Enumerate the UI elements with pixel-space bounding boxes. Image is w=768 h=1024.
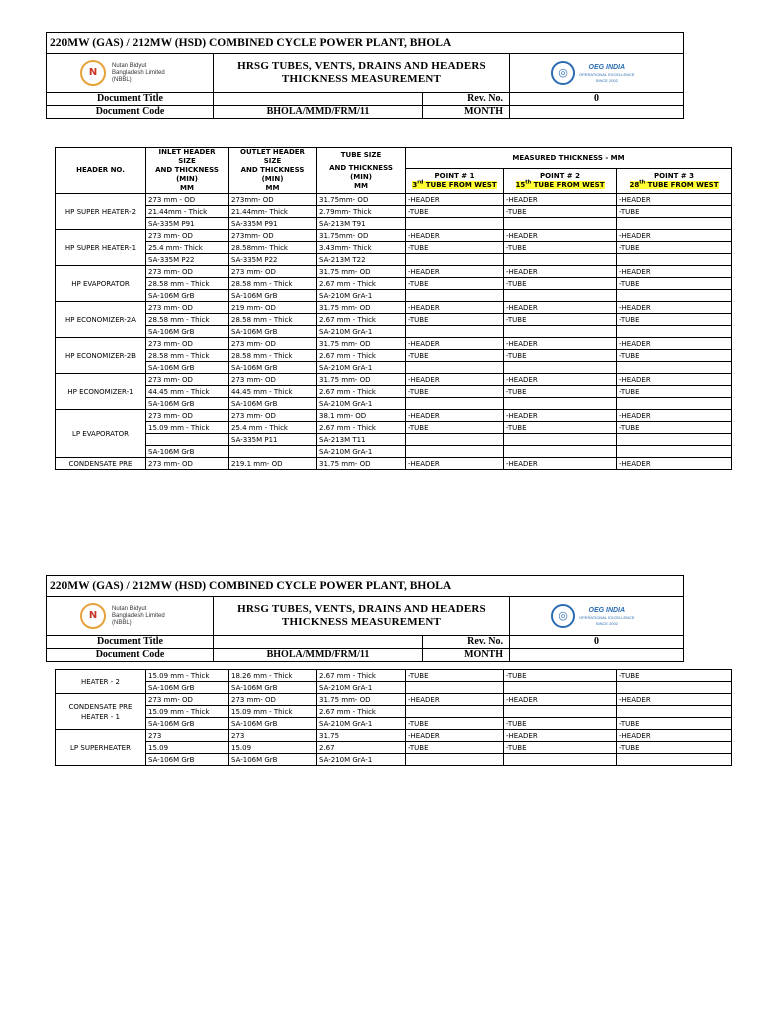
cell-inlet bbox=[146, 434, 229, 446]
cell-point-2 bbox=[504, 446, 617, 458]
col-tube-size: TUBE SIZE AND THICKNESS (MIN) MM bbox=[317, 148, 406, 194]
cell-tube: 31.75 mm- OD bbox=[317, 458, 406, 470]
cell-point-2 bbox=[504, 326, 617, 338]
cell-outlet: 15.09 mm - Thick bbox=[229, 706, 317, 718]
cell-point-1: -TUBE bbox=[406, 314, 504, 326]
cell-point-3: -TUBE bbox=[617, 422, 732, 434]
cell-point-2: -TUBE bbox=[504, 386, 617, 398]
cell-inlet: 15.09 mm - Thick bbox=[146, 422, 229, 434]
cell-point-3 bbox=[617, 434, 732, 446]
nbbl-logo-text: Nutan Bidyut Bangladesh Limited (NBBL) bbox=[112, 62, 165, 83]
cell-outlet: 21.44mm- Thick bbox=[229, 206, 317, 218]
cell-tube: 31.75 mm- OD bbox=[317, 266, 406, 278]
table-row bbox=[56, 194, 732, 206]
table-row bbox=[56, 254, 732, 266]
table-row bbox=[56, 206, 732, 218]
cell-header-name: HP ECONOMIZER-2B bbox=[56, 338, 146, 374]
cell-point-1 bbox=[406, 682, 504, 694]
cell-point-3: -TUBE bbox=[617, 386, 732, 398]
cell-tube: 31.75mm- OD bbox=[317, 230, 406, 242]
cell-inlet: SA-106M GrB bbox=[146, 362, 229, 374]
cell-outlet: 25.4 mm - Thick bbox=[229, 422, 317, 434]
cell-point-2 bbox=[504, 434, 617, 446]
cell-tube: 31.75 mm- OD bbox=[317, 694, 406, 706]
cell-point-1: -HEADER bbox=[406, 694, 504, 706]
rev-label: Rev. No. bbox=[423, 636, 510, 649]
form-title: HRSG TUBES, VENTS, DRAINS AND HEADERS THICKNESS MEASUREMENT bbox=[214, 597, 510, 636]
cell-point-2: -TUBE bbox=[504, 350, 617, 362]
cell-tube: SA-210M GrA-1 bbox=[317, 718, 406, 730]
cell-inlet: 273 mm- OD bbox=[146, 458, 229, 470]
table-row bbox=[56, 218, 732, 230]
cell-outlet: 219.1 mm- OD bbox=[229, 458, 317, 470]
cell-inlet: 15.09 mm - Thick bbox=[146, 670, 229, 682]
table-row bbox=[56, 730, 732, 742]
cell-point-2: -HEADER bbox=[504, 694, 617, 706]
cell-outlet: SA-106M GrB bbox=[229, 682, 317, 694]
cell-outlet: 273 mm- OD bbox=[229, 374, 317, 386]
cell-point-3 bbox=[617, 446, 732, 458]
table-row bbox=[56, 350, 732, 362]
cell-inlet: 15.09 mm - Thick bbox=[146, 706, 229, 718]
cell-point-3: -TUBE bbox=[617, 242, 732, 254]
cell-point-2 bbox=[504, 682, 617, 694]
cell-point-2: -HEADER bbox=[504, 266, 617, 278]
cell-inlet: SA-106M GrB bbox=[146, 326, 229, 338]
cell-inlet: SA-106M GrB bbox=[146, 718, 229, 730]
oeg-logo-cell bbox=[510, 597, 684, 636]
cell-point-2: -TUBE bbox=[504, 742, 617, 754]
cell-point-3: -HEADER bbox=[617, 694, 732, 706]
cell-point-1: -TUBE bbox=[406, 670, 504, 682]
cell-point-2: -TUBE bbox=[504, 718, 617, 730]
cell-point-3 bbox=[617, 326, 732, 338]
cell-point-1: -TUBE bbox=[406, 350, 504, 362]
cell-point-2: -HEADER bbox=[504, 410, 617, 422]
cell-outlet: SA-106M GrB bbox=[229, 290, 317, 302]
table-row bbox=[56, 386, 732, 398]
plant-title: 220MW (GAS) / 212MW (HSD) COMBINED CYCLE POWER PLANT, BHOLA bbox=[47, 33, 684, 54]
cell-point-3: -HEADER bbox=[617, 266, 732, 278]
cell-inlet: SA-335M P22 bbox=[146, 254, 229, 266]
table-row bbox=[56, 694, 732, 706]
cell-inlet: 273 mm- OD bbox=[146, 230, 229, 242]
cell-tube: 3.43mm- Thick bbox=[317, 242, 406, 254]
nbbl-logo-icon: N bbox=[80, 60, 106, 86]
table-row bbox=[56, 754, 732, 766]
month-value bbox=[510, 106, 684, 119]
oeg-logo-cell bbox=[510, 54, 684, 93]
cell-inlet: 273 mm- OD bbox=[146, 302, 229, 314]
table-row bbox=[56, 230, 732, 242]
cell-outlet: 219 mm- OD bbox=[229, 302, 317, 314]
table-row bbox=[56, 446, 732, 458]
thickness-table-1 bbox=[55, 147, 732, 470]
cell-header-name: CONDENSATE PRE bbox=[56, 458, 146, 470]
cell-point-2 bbox=[504, 218, 617, 230]
cell-point-1: -HEADER bbox=[406, 338, 504, 350]
table-row bbox=[56, 458, 732, 470]
cell-outlet: 28.58 mm - Thick bbox=[229, 314, 317, 326]
cell-outlet: 273 mm- OD bbox=[229, 410, 317, 422]
table-row bbox=[56, 266, 732, 278]
cell-outlet: 273 bbox=[229, 730, 317, 742]
cell-point-3: -HEADER bbox=[617, 194, 732, 206]
cell-point-2: -TUBE bbox=[504, 422, 617, 434]
cell-point-3: -HEADER bbox=[617, 730, 732, 742]
table-row bbox=[56, 242, 732, 254]
cell-inlet: 273 mm- OD bbox=[146, 374, 229, 386]
cell-point-3: -HEADER bbox=[617, 302, 732, 314]
form-header-1 bbox=[46, 32, 684, 119]
col-measured-thickness: MEASURED THICKNESS - MM bbox=[406, 148, 732, 169]
cell-point-1: -HEADER bbox=[406, 374, 504, 386]
cell-tube: 31.75 mm- OD bbox=[317, 302, 406, 314]
table-row bbox=[56, 422, 732, 434]
plant-title: 220MW (GAS) / 212MW (HSD) COMBINED CYCLE POWER PLANT, BHOLA bbox=[47, 576, 684, 597]
cell-inlet: 273 mm - OD bbox=[146, 194, 229, 206]
cell-point-2: -HEADER bbox=[504, 730, 617, 742]
oeg-logo-text: OEG INDIA OPERATIONAL EXCELLENCE SINCE 2002 bbox=[579, 63, 635, 83]
table-row bbox=[56, 706, 732, 718]
document-title-label: Document Title bbox=[47, 93, 214, 106]
cell-point-2: -HEADER bbox=[504, 230, 617, 242]
cell-header-name: HP SUPER HEATER-2 bbox=[56, 194, 146, 230]
cell-point-2: -HEADER bbox=[504, 302, 617, 314]
cell-point-3: -TUBE bbox=[617, 314, 732, 326]
cell-outlet: 28.58mm- Thick bbox=[229, 242, 317, 254]
cell-outlet: SA-106M GrB bbox=[229, 754, 317, 766]
cell-inlet: 25.4 mm- Thick bbox=[146, 242, 229, 254]
table-row bbox=[56, 718, 732, 730]
table-row bbox=[56, 434, 732, 446]
cell-point-1: -TUBE bbox=[406, 242, 504, 254]
form-title: HRSG TUBES, VENTS, DRAINS AND HEADERS THICKNESS MEASUREMENT bbox=[214, 54, 510, 93]
cell-point-1: -TUBE bbox=[406, 278, 504, 290]
cell-point-3: -TUBE bbox=[617, 350, 732, 362]
cell-outlet: 273 mm- OD bbox=[229, 266, 317, 278]
cell-point-1 bbox=[406, 326, 504, 338]
cell-outlet: 273 mm- OD bbox=[229, 338, 317, 350]
cell-point-1: -TUBE bbox=[406, 742, 504, 754]
table-row bbox=[56, 338, 732, 350]
cell-outlet: 273mm- OD bbox=[229, 230, 317, 242]
rev-label: Rev. No. bbox=[423, 93, 510, 106]
cell-tube: SA-210M GrA-1 bbox=[317, 362, 406, 374]
table-row bbox=[56, 362, 732, 374]
nbbl-logo-text: Nutan Bidyut Bangladesh Limited (NBBL) bbox=[112, 605, 165, 626]
cell-point-2: -TUBE bbox=[504, 242, 617, 254]
cell-point-1 bbox=[406, 362, 504, 374]
cell-tube: SA-213M T11 bbox=[317, 434, 406, 446]
cell-tube: SA-210M GrA-1 bbox=[317, 682, 406, 694]
table-row bbox=[56, 670, 732, 682]
cell-tube: 2.67 mm - Thick bbox=[317, 670, 406, 682]
cell-tube: 2.67 bbox=[317, 742, 406, 754]
cell-header-name: CONDENSATE PRE HEATER - 1 bbox=[56, 694, 146, 730]
cell-inlet: SA-106M GrB bbox=[146, 398, 229, 410]
col-point-3: POINT # 3 28th TUBE FROM WEST bbox=[617, 169, 732, 194]
cell-point-1 bbox=[406, 218, 504, 230]
cell-point-1 bbox=[406, 446, 504, 458]
cell-tube: SA-210M GrA-1 bbox=[317, 446, 406, 458]
cell-point-3 bbox=[617, 754, 732, 766]
cell-outlet: 15.09 bbox=[229, 742, 317, 754]
cell-point-1: -HEADER bbox=[406, 302, 504, 314]
cell-inlet: SA-106M GrB bbox=[146, 754, 229, 766]
cell-point-3 bbox=[617, 682, 732, 694]
cell-point-1: -TUBE bbox=[406, 206, 504, 218]
cell-point-3 bbox=[617, 254, 732, 266]
cell-point-1: -HEADER bbox=[406, 194, 504, 206]
cell-point-3: -HEADER bbox=[617, 338, 732, 350]
cell-inlet: 273 mm- OD bbox=[146, 266, 229, 278]
cell-point-1: -HEADER bbox=[406, 458, 504, 470]
cell-point-2: -HEADER bbox=[504, 374, 617, 386]
cell-outlet: 273mm- OD bbox=[229, 194, 317, 206]
cell-tube: SA-210M GrA-1 bbox=[317, 398, 406, 410]
cell-inlet: SA-106M GrB bbox=[146, 290, 229, 302]
table-row bbox=[56, 302, 732, 314]
table-row bbox=[56, 314, 732, 326]
cell-point-3: -TUBE bbox=[617, 670, 732, 682]
cell-point-2 bbox=[504, 398, 617, 410]
cell-tube: 2.67 mm - Thick bbox=[317, 386, 406, 398]
document-code-value: BHOLA/MMD/FRM/11 bbox=[214, 106, 423, 119]
document-title-value bbox=[214, 636, 423, 649]
cell-point-1 bbox=[406, 754, 504, 766]
cell-tube: 31.75 mm- OD bbox=[317, 374, 406, 386]
cell-point-3 bbox=[617, 362, 732, 374]
cell-header-name: HP ECONOMIZER-2A bbox=[56, 302, 146, 338]
table-1-body bbox=[56, 194, 732, 470]
cell-point-3: -HEADER bbox=[617, 410, 732, 422]
cell-outlet: SA-335M P91 bbox=[229, 218, 317, 230]
table-row bbox=[56, 398, 732, 410]
cell-outlet: SA-106M GrB bbox=[229, 362, 317, 374]
cell-point-3: -HEADER bbox=[617, 374, 732, 386]
thickness-table-2 bbox=[55, 669, 732, 766]
cell-point-1: -TUBE bbox=[406, 422, 504, 434]
cell-outlet: 273 mm- OD bbox=[229, 694, 317, 706]
cell-point-1: -TUBE bbox=[406, 386, 504, 398]
cell-tube: 2.67 mm - Thick bbox=[317, 422, 406, 434]
rev-value: 0 bbox=[510, 93, 684, 106]
cell-tube: 2.79mm- Thick bbox=[317, 206, 406, 218]
cell-point-3 bbox=[617, 218, 732, 230]
form-header-2 bbox=[46, 575, 684, 662]
cell-outlet: SA-106M GrB bbox=[229, 398, 317, 410]
document-title-value bbox=[214, 93, 423, 106]
cell-inlet: 28.58 mm - Thick bbox=[146, 278, 229, 290]
cell-outlet: 18.26 mm - Thick bbox=[229, 670, 317, 682]
cell-point-1 bbox=[406, 398, 504, 410]
col-point-1: POINT # 1 3rd TUBE FROM WEST bbox=[406, 169, 504, 194]
table-row bbox=[56, 682, 732, 694]
nbbl-logo-cell bbox=[47, 597, 214, 636]
cell-point-2: -HEADER bbox=[504, 194, 617, 206]
cell-outlet: SA-335M P11 bbox=[229, 434, 317, 446]
month-label: MONTH bbox=[423, 649, 510, 662]
rev-value: 0 bbox=[510, 636, 684, 649]
cell-point-1: -HEADER bbox=[406, 410, 504, 422]
cell-inlet: 273 mm- OD bbox=[146, 410, 229, 422]
cell-point-2 bbox=[504, 362, 617, 374]
month-value bbox=[510, 649, 684, 662]
document-code-label: Document Code bbox=[47, 106, 214, 119]
cell-point-3 bbox=[617, 290, 732, 302]
cell-inlet: SA-335M P91 bbox=[146, 218, 229, 230]
cell-tube: 38.1 mm- OD bbox=[317, 410, 406, 422]
cell-tube: SA-210M GrA-1 bbox=[317, 290, 406, 302]
cell-point-1: -TUBE bbox=[406, 718, 504, 730]
nbbl-logo-icon: N bbox=[80, 603, 106, 629]
table-row bbox=[56, 290, 732, 302]
document-title-label: Document Title bbox=[47, 636, 214, 649]
cell-tube: 2.67 mm - Thick bbox=[317, 350, 406, 362]
cell-outlet: 28.58 mm - Thick bbox=[229, 278, 317, 290]
cell-point-2: -TUBE bbox=[504, 278, 617, 290]
cell-point-2: -HEADER bbox=[504, 458, 617, 470]
cell-point-3: -TUBE bbox=[617, 742, 732, 754]
cell-point-1 bbox=[406, 290, 504, 302]
cell-header-name: HEATER - 2 bbox=[56, 670, 146, 694]
cell-point-2: -TUBE bbox=[504, 206, 617, 218]
cell-header-name: LP EVAPORATOR bbox=[56, 410, 146, 458]
table-row bbox=[56, 374, 732, 386]
table-row bbox=[56, 326, 732, 338]
cell-inlet: SA-106M GrB bbox=[146, 446, 229, 458]
col-outlet-header: OUTLET HEADER SIZE AND THICKNESS (MIN) MM bbox=[229, 148, 317, 194]
cell-tube: 2.67 mm - Thick bbox=[317, 278, 406, 290]
cell-point-1 bbox=[406, 434, 504, 446]
cell-point-1 bbox=[406, 706, 504, 718]
cell-header-name: LP SUPERHEATER bbox=[56, 730, 146, 766]
cell-point-2: -TUBE bbox=[504, 670, 617, 682]
cell-point-2: -TUBE bbox=[504, 314, 617, 326]
oeg-globe-icon: ◎ bbox=[551, 604, 575, 628]
cell-inlet: 21.44mm - Thick bbox=[146, 206, 229, 218]
cell-inlet: 28.58 mm - Thick bbox=[146, 350, 229, 362]
cell-tube: SA-210M GrA-1 bbox=[317, 754, 406, 766]
table-row bbox=[56, 278, 732, 290]
cell-outlet: SA-106M GrB bbox=[229, 718, 317, 730]
cell-tube: 31.75 bbox=[317, 730, 406, 742]
cell-outlet: SA-335M P22 bbox=[229, 254, 317, 266]
col-header-no: HEADER NO. bbox=[56, 148, 146, 194]
cell-point-3: -TUBE bbox=[617, 206, 732, 218]
cell-point-3: -HEADER bbox=[617, 230, 732, 242]
cell-tube: 2.67 mm - Thick bbox=[317, 706, 406, 718]
cell-outlet: 44.45 mm - Thick bbox=[229, 386, 317, 398]
cell-point-1: -HEADER bbox=[406, 230, 504, 242]
cell-inlet: 15.09 bbox=[146, 742, 229, 754]
document-code-value: BHOLA/MMD/FRM/11 bbox=[214, 649, 423, 662]
cell-inlet: 28.58 mm - Thick bbox=[146, 314, 229, 326]
col-point-2: POINT # 2 15th TUBE FROM WEST bbox=[504, 169, 617, 194]
document-code-label: Document Code bbox=[47, 649, 214, 662]
cell-outlet: 28.58 mm - Thick bbox=[229, 350, 317, 362]
month-label: MONTH bbox=[423, 106, 510, 119]
cell-point-1: -HEADER bbox=[406, 730, 504, 742]
col-inlet-header: INLET HEADER SIZE AND THICKNESS (MIN) MM bbox=[146, 148, 229, 194]
cell-header-name: HP ECONOMIZER-1 bbox=[56, 374, 146, 410]
nbbl-logo-cell bbox=[47, 54, 214, 93]
table-row bbox=[56, 410, 732, 422]
table-2-body bbox=[56, 670, 732, 766]
oeg-globe-icon: ◎ bbox=[551, 61, 575, 85]
cell-tube: SA-213M T91 bbox=[317, 218, 406, 230]
cell-outlet bbox=[229, 446, 317, 458]
cell-point-3: -TUBE bbox=[617, 278, 732, 290]
cell-tube: 31.75mm- OD bbox=[317, 194, 406, 206]
cell-point-2 bbox=[504, 290, 617, 302]
cell-point-3: -HEADER bbox=[617, 458, 732, 470]
cell-inlet: SA-106M GrB bbox=[146, 682, 229, 694]
cell-point-1 bbox=[406, 254, 504, 266]
cell-point-2 bbox=[504, 706, 617, 718]
oeg-logo-text: OEG INDIA OPERATIONAL EXCELLENCE SINCE 2002 bbox=[579, 606, 635, 626]
cell-point-1: -HEADER bbox=[406, 266, 504, 278]
cell-inlet: 273 mm- OD bbox=[146, 338, 229, 350]
cell-inlet: 273 mm- OD bbox=[146, 694, 229, 706]
cell-inlet: 273 bbox=[146, 730, 229, 742]
cell-inlet: 44.45 mm - Thick bbox=[146, 386, 229, 398]
cell-header-name: HP EVAPORATOR bbox=[56, 266, 146, 302]
cell-point-2 bbox=[504, 254, 617, 266]
cell-point-3: -TUBE bbox=[617, 718, 732, 730]
cell-header-name: HP SUPER HEATER-1 bbox=[56, 230, 146, 266]
cell-tube: 2.67 mm - Thick bbox=[317, 314, 406, 326]
cell-tube: SA-213M T22 bbox=[317, 254, 406, 266]
cell-outlet: SA-106M GrB bbox=[229, 326, 317, 338]
cell-point-2 bbox=[504, 754, 617, 766]
cell-tube: SA-210M GrA-1 bbox=[317, 326, 406, 338]
cell-point-3 bbox=[617, 398, 732, 410]
cell-point-2: -HEADER bbox=[504, 338, 617, 350]
cell-point-3 bbox=[617, 706, 732, 718]
table-row bbox=[56, 742, 732, 754]
cell-tube: 31.75 mm- OD bbox=[317, 338, 406, 350]
